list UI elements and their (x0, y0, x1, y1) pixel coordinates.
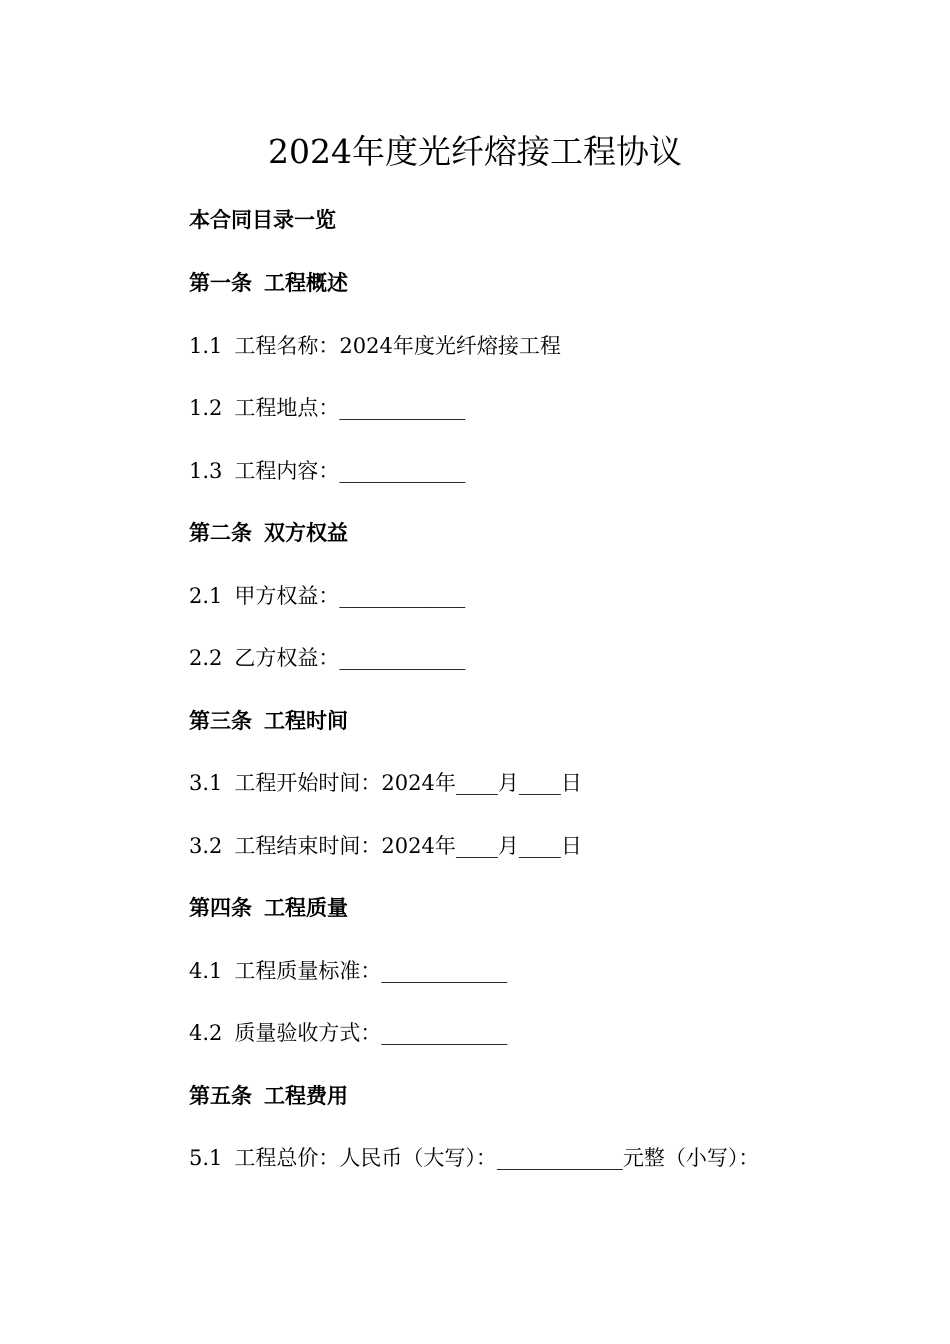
article-number: 第一条 (189, 271, 252, 295)
article-4-heading (189, 893, 348, 923)
clause-text: 工程结束时间：2024年____月____日 (234, 834, 582, 858)
clause-text: 乙方权益：____________ (234, 646, 466, 670)
clause-number: 3.2 (189, 834, 223, 858)
article-number: 第三条 (189, 709, 252, 733)
article-2-heading (189, 518, 348, 548)
article-title: 工程时间 (264, 709, 348, 733)
clause-number: 1.3 (189, 459, 223, 483)
clause-text: 甲方权益：____________ (234, 584, 466, 608)
clause-number: 4.2 (189, 1021, 223, 1045)
article-title: 双方权益 (264, 521, 348, 545)
article-title: 工程质量 (264, 896, 348, 920)
clause-1-1 (189, 331, 561, 361)
clause-number: 1.2 (189, 396, 223, 420)
article-number: 第二条 (189, 521, 252, 545)
clause-text: 工程地点：____________ (234, 396, 466, 420)
article-title: 工程概述 (264, 271, 348, 295)
clause-2-1 (189, 581, 465, 611)
clause-3-1 (189, 768, 582, 798)
article-3-heading (189, 706, 348, 736)
clause-text: 质量验收方式：____________ (234, 1021, 508, 1045)
clause-3-2 (189, 831, 582, 861)
clause-text: 工程总价：人民币（大写）：____________元整（小写）： (234, 1146, 760, 1170)
clause-number: 1.1 (189, 334, 223, 358)
article-title: 工程费用 (264, 1084, 348, 1108)
clause-number: 2.2 (189, 646, 223, 670)
clause-number: 5.1 (189, 1146, 223, 1170)
toc-heading: 本合同目录一览 (189, 208, 336, 232)
clause-4-1 (189, 956, 507, 986)
clause-text: 工程质量标准：____________ (234, 959, 508, 983)
clause-text: 工程名称：2024年度光纤熔接工程 (234, 334, 561, 358)
article-number: 第四条 (189, 896, 252, 920)
clause-2-2 (189, 643, 465, 673)
article-number: 第五条 (189, 1084, 252, 1108)
clause-number: 3.1 (189, 771, 223, 795)
clause-1-2 (189, 393, 465, 423)
clause-1-3 (189, 456, 465, 486)
article-5-heading (189, 1081, 348, 1111)
clause-text: 工程开始时间：2024年____月____日 (234, 771, 582, 795)
article-1-heading (189, 268, 348, 298)
clause-text: 工程内容：____________ (234, 459, 466, 483)
clause-number: 2.1 (189, 584, 223, 608)
clause-4-2 (189, 1018, 507, 1048)
clause-number: 4.1 (189, 959, 223, 983)
clause-5-1 (189, 1143, 759, 1173)
document-title: 2024年度光纤熔接工程协议 (268, 132, 682, 171)
